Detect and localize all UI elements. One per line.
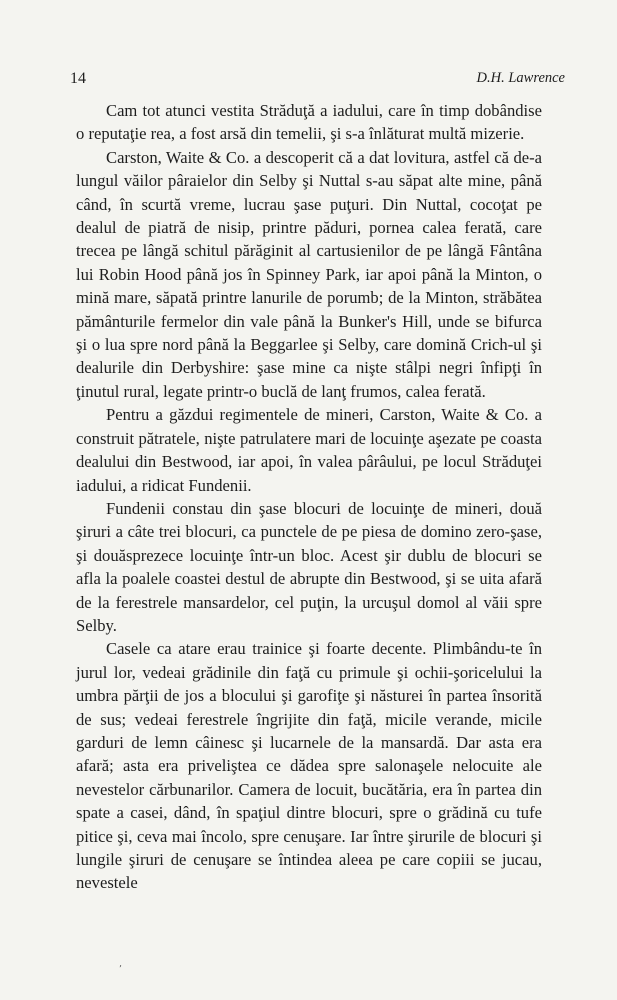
- paragraph: Casele ca atare erau trainice şi foarte decente. Plimbându-te în jurul lor, vedeai grădinile din faţă cu primule şi ochii-şoricelului la umbra părţii de jos a blocului şi garofiţe şi năsturei în partea însorită de sus; vedeai ferestrele îngrijite din faţă, micile verande, micile garduri de lemn câinesc şi lucarnele de la mansardă. Dar asta era afară; asta era priveliştea ce dădea spre salonaşele nelocuite ale nevestelor cărbunarilor. Camera de locuit, bucătăria, era în partea din spate a casei, dând, în spaţiul dintre blocuri, spre o grădină cu tufe pitice şi, ceva mai încolo, spre cenuşare. Iar între şirurile de blocuri şi lungile şiruri de cenuşare se întindea aleea pe care copiii se jucau, nevestele: [76, 639, 542, 893]
- body-text: [76, 99, 542, 895]
- paragraph: Cam tot atunci vestita Străduţă a iadului, care în timp dobândise o reputaţie rea, a fost arsă din temelii, şi s-a înlăturat multă mizerie.: [76, 101, 542, 144]
- scan-speck: ’: [119, 965, 122, 975]
- page-number: 14: [70, 70, 86, 87]
- paragraph: Carston, Waite & Co. a descoperit că a dat lovitura, astfel că de-a lungul văilor pâraielor din Selby şi Nuttal s-au săpat alte mine, până când, în scurtă vreme, lucrau şase puţuri. Din Nuttal, cocoţat pe dealul de piatră de nisip, printre păduri, pornea calea ferată, care trecea pe lângă schitul părăginit al cartusienilor de pe lângă Fântâna lui Robin Hood până jos în Spinney Park, iar apoi până la Minton, o mină mare, săpată printre lanurile de porumb; de la Minton, străbătea pământurile fermelor din vale până la Bunker's Hill, unde se bifurca şi o lua spre nord până la Beggarlee şi Selby, care domină Crich-ul şi dealurile din Derbyshire: şase mine ca nişte stâlpi negri înfipţi în ţinutul rural, legate printr-o buclă de lanţ frumos, calea ferată.: [76, 147, 542, 401]
- paragraph: Pentru a găzdui regimentele de mineri, Carston, Waite & Co. a construit pătratele, nişte patrulatere mari de locuinţe aşezate pe coasta dealului din Bestwood, iar apoi, în valea pârâului, pe locul Străduţei iadului, a ridicat Fundenii.: [76, 405, 542, 495]
- running-head: [70, 70, 565, 92]
- paragraph: Fundenii constau din şase blocuri de locuinţe de mineri, două şiruri a câte trei blocuri, ca punctele de pe piesa de domino zero-şase, şi douăsprezece locuinţe într-un bloc. Acest şir dublu de blocuri se afla la poalele coastei destul de abrupte din Bestwood, şi se uita afară de la ferestrele mansardelor, cel puţin, la urcuşul domol al văii spre Selby.: [76, 498, 542, 635]
- author-name: D.H. Lawrence: [476, 70, 565, 86]
